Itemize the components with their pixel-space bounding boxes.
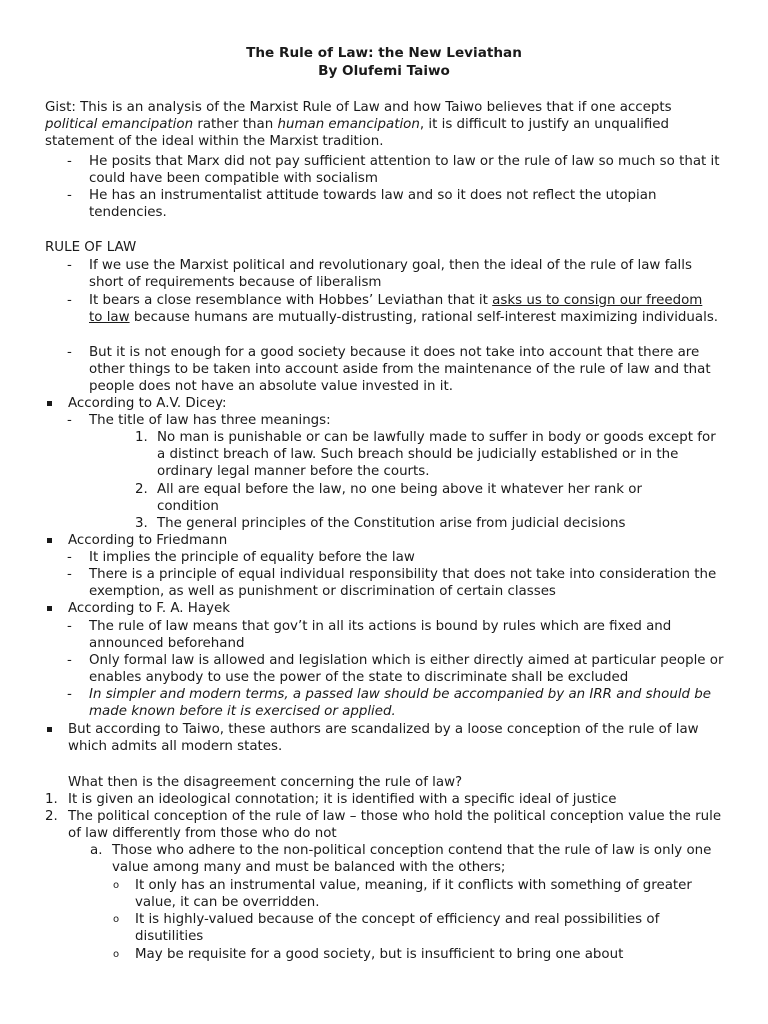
number-marker: 3. [135, 516, 148, 531]
disagreement-sub-a [90, 842, 735, 876]
bullet-text: Only formal law is allowed and legislation which is either directly aimed at particular people or enables anybody to use the power of the state to discriminate shall be excluded [89, 653, 724, 685]
disagreement-item-2 [45, 808, 735, 842]
disagreement-item-1 [45, 791, 735, 808]
disagreement-point-1 [113, 877, 718, 911]
dicey-meaning-3 [135, 515, 725, 532]
dash-marker: - [67, 619, 72, 634]
hayek-bullet-1 [67, 618, 707, 652]
gist-paragraph [45, 99, 735, 150]
dash-marker: - [67, 345, 72, 360]
meaning-text: No man is punishable or can be lawfully made to suffer in body or goods except for a distinct breach of law. Such breach should be judicially established or in the ordinary legal manner before the courts. [157, 430, 716, 479]
underlined-phrase: asks us to consign our freedom [492, 293, 703, 308]
circle-bullet-icon: o [113, 914, 120, 925]
dash-marker: - [67, 653, 72, 668]
square-bullet-icon [47, 727, 52, 732]
dash-marker: - [67, 188, 72, 203]
bullet-text: He has an instrumentalist attitude towards law and so it does not reflect the utopian tendencies. [89, 188, 657, 220]
gist-bullet-1 [67, 153, 727, 187]
dash-marker: - [67, 550, 72, 565]
square-bullet-icon [47, 606, 52, 611]
dash-marker: - [67, 154, 72, 169]
friedmann-label: According to Friedmann [68, 533, 228, 548]
number-marker: 1. [45, 792, 58, 807]
friedmann-item [45, 532, 735, 549]
bullet-text: The title of law has three meanings: [89, 413, 331, 428]
gist-bullet-2 [67, 187, 727, 221]
meaning-text: All are equal before the law, no one being above it whatever her rank or condition [157, 482, 642, 514]
dicey-item [45, 395, 735, 412]
point-text: May be requisite for a good society, but is insufficient to bring one about [135, 947, 624, 962]
dicey-sub-bullet [67, 412, 727, 429]
gist-emphasis-political: political emancipation [45, 117, 194, 132]
gist-emphasis-human: human emancipation [277, 117, 420, 132]
dicey-meaning-1 [135, 429, 725, 480]
rol-bullet-2 [67, 292, 727, 326]
point-text: It only has an instrumental value, meaning, if it conflicts with something of greater value, it can be overridden. [135, 878, 692, 910]
item-text: It is given an ideological connotation; it is identified with a specific ideal of justice [68, 792, 617, 807]
point-text: It is highly-valued because of the concept of efficiency and real possibilities of disutilities [135, 912, 660, 944]
dash-marker: - [67, 258, 72, 273]
dash-marker: - [67, 293, 72, 308]
hayek-label: According to F. A. Hayek [68, 601, 230, 616]
meaning-text: The general principles of the Constitution arise from judicial decisions [157, 516, 626, 531]
hayek-bullet-2 [67, 652, 727, 686]
friedmann-bullet-2 [67, 566, 727, 600]
hayek-bullet-3 [67, 686, 727, 720]
gist-line-2-end: , it is difficult to justify an unqualified [419, 117, 670, 132]
disagreement-point-3 [113, 946, 718, 963]
rol-bullet-1 [67, 257, 727, 291]
gist-connector: rather than [193, 117, 278, 132]
hayek-item [45, 600, 735, 617]
circle-bullet-icon: o [113, 949, 120, 960]
item-text: Those who adhere to the non-political conception contend that the rule of law is only one value among many and must be balanced with the others; [112, 843, 712, 875]
gist-line-2 [45, 116, 735, 133]
letter-marker: a. [90, 843, 103, 858]
bullet-text-pre: It bears a close resemblance with Hobbes’ Leviathan that it [89, 293, 493, 308]
bullet-text: There is a principle of equal individual responsibility that does not take into consideration the exemption, as well as punishment or discrimination of certain classes [89, 567, 717, 599]
dash-marker: - [67, 567, 72, 582]
item-text: The political conception of the rule of law – those who hold the political conception value the rule of law differently from those who do not [68, 809, 722, 841]
document-title: The Rule of Law: the New Leviathan [246, 45, 522, 61]
bullet-text: In simpler and modern terms, a passed law should be accompanied by an IRR and should be made known before it is exercised or applied. [89, 687, 712, 719]
bullet-text: It implies the principle of equality before the law [89, 550, 415, 565]
circle-bullet-icon: o [113, 880, 120, 891]
section-heading-rule-of-law: RULE OF LAW [45, 240, 137, 255]
underlined-phrase-cont: to law [89, 310, 130, 325]
taiwo-item [45, 721, 735, 755]
document-author: By Olufemi Taiwo [318, 63, 450, 79]
square-bullet-icon [47, 401, 52, 406]
gist-line-3: statement of the ideal within the Marxist tradition. [45, 134, 384, 149]
number-marker: 2. [45, 809, 58, 824]
bullet-text-post: because humans are mutually-distrusting, rational self-interest maximizing individuals. [129, 310, 719, 325]
dicey-label: According to A.V. Dicey: [68, 396, 227, 411]
friedmann-bullet-1 [67, 549, 727, 566]
gist-line-1: Gist: This is an analysis of the Marxist Rule of Law and how Taiwo believes that if one accepts [45, 100, 672, 115]
square-bullet-icon [47, 538, 52, 543]
dash-marker: - [67, 687, 72, 702]
bullet-text: If we use the Marxist political and revolutionary goal, then the ideal of the rule of law falls short of requirements because of liberalism [89, 258, 692, 290]
taiwo-text: But according to Taiwo, these authors are scandalized by a loose conception of the rule of law which admits all modern states. [68, 722, 699, 754]
rol-bullet-3 [67, 344, 729, 395]
number-marker: 2. [135, 482, 148, 497]
dicey-meaning-2 [135, 481, 695, 515]
disagreement-question: What then is the disagreement concerning the rule of law? [68, 775, 463, 790]
disagreement-point-2 [113, 911, 693, 945]
bullet-text: The rule of law means that gov’t in all its actions is bound by rules which are fixed and announced beforehand [89, 619, 672, 651]
bullet-text [89, 292, 727, 326]
bullet-text: He posits that Marx did not pay sufficient attention to law or the rule of law so much so that it could have been compatible with socialism [89, 154, 720, 186]
bullet-text: But it is not enough for a good society because it does not take into account that there are other things to be taken into account aside from the maintenance of the rule of law and that people does not have an absolute value invested in it. [89, 345, 711, 394]
dash-marker: - [67, 413, 72, 428]
number-marker: 1. [135, 430, 148, 445]
